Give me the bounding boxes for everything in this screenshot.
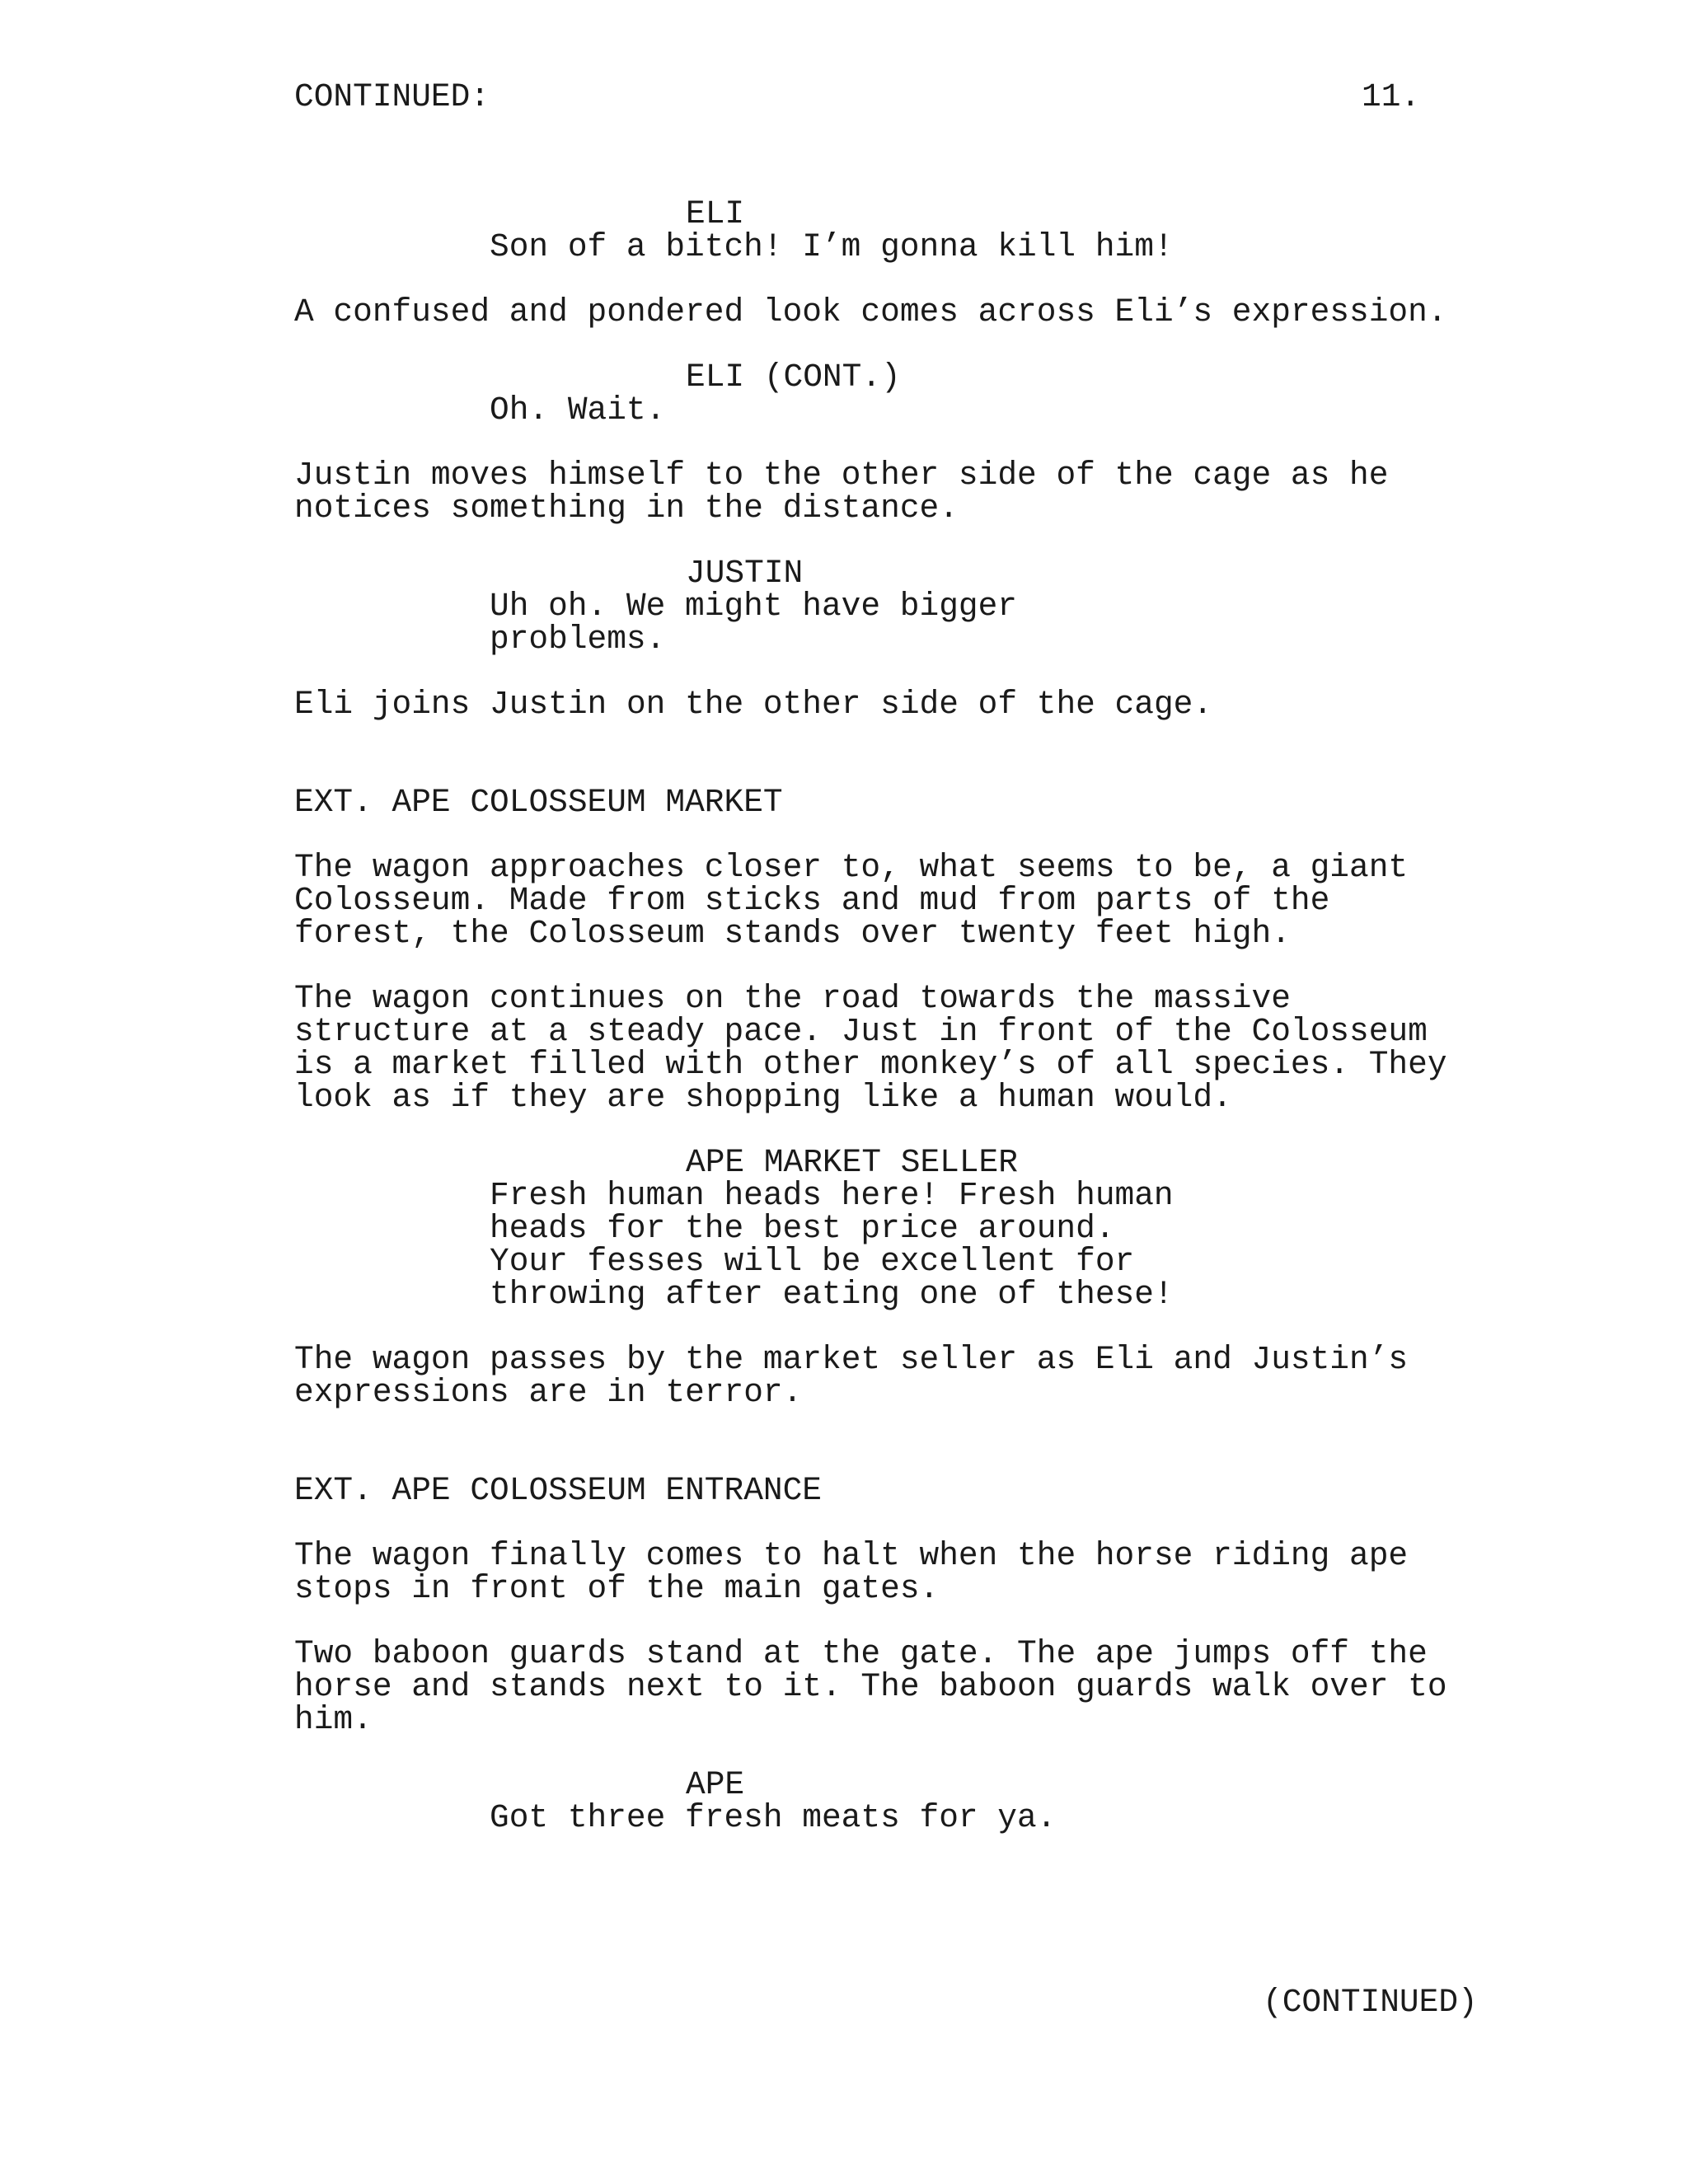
dialogue-line: Fresh human heads here! Fresh human (490, 1177, 1174, 1214)
action-line: structure at a steady pace. Just in front of the Colosseum (294, 1013, 1428, 1050)
character-name: ELI (686, 195, 745, 232)
dialogue-line: throwing after eating one of these! (490, 1276, 1174, 1313)
action-line: is a market filled with other monkey’s of all species. They (294, 1046, 1447, 1083)
character-name: ELI (CONT.) (686, 359, 901, 396)
action-line: The wagon continues on the road towards the massive (294, 980, 1291, 1017)
action-line: Two baboon guards stand at the gate. The ape jumps off the (294, 1635, 1428, 1672)
page-number: 11. (1362, 78, 1421, 115)
scene-heading: EXT. APE COLOSSEUM MARKET (294, 784, 783, 821)
dialogue-line: Your fesses will be excellent for (490, 1243, 1135, 1280)
character-name: APE MARKET SELLER (686, 1144, 1018, 1181)
action-line: A confused and pondered look comes across Eli’s expression. (294, 293, 1447, 330)
action-line: Colosseum. Made from sticks and mud from parts of the (294, 882, 1330, 919)
scene-heading: EXT. APE COLOSSEUM ENTRANCE (294, 1472, 823, 1509)
action-line: horse and stands next to it. The baboon guards walk over to (294, 1668, 1447, 1705)
action-line: expressions are in terror. (294, 1374, 803, 1411)
dialogue-line: Son of a bitch! I’m gonna kill him! (490, 228, 1174, 265)
character-name: APE (686, 1766, 745, 1803)
action-line: Eli joins Justin on the other side of the cage. (294, 686, 1213, 723)
character-name: JUSTIN (686, 555, 804, 592)
action-line: Justin moves himself to the other side of the cage as he (294, 457, 1389, 494)
action-line: The wagon passes by the market seller as Eli and Justin’s (294, 1341, 1409, 1378)
dialogue-line: Got three fresh meats for ya. (490, 1799, 1057, 1836)
dialogue-line: Uh oh. We might have bigger (490, 588, 1018, 625)
action-line: him. (294, 1701, 373, 1738)
continued-footer: (CONTINUED) (1263, 1984, 1478, 2021)
dialogue-line: Oh. Wait. (490, 391, 666, 429)
action-line: The wagon approaches closer to, what seems to be, a giant (294, 849, 1409, 886)
action-line: notices something in the distance. (294, 490, 959, 527)
continued-header: CONTINUED: (294, 78, 490, 115)
dialogue-line: heads for the best price around. (490, 1210, 1115, 1247)
action-line: forest, the Colosseum stands over twenty feet high. (294, 915, 1291, 952)
dialogue-line: problems. (490, 621, 666, 658)
action-line: look as if they are shopping like a human would. (294, 1079, 1232, 1116)
action-line: stops in front of the main gates. (294, 1570, 940, 1607)
action-line: The wagon finally comes to halt when the horse riding ape (294, 1537, 1409, 1574)
